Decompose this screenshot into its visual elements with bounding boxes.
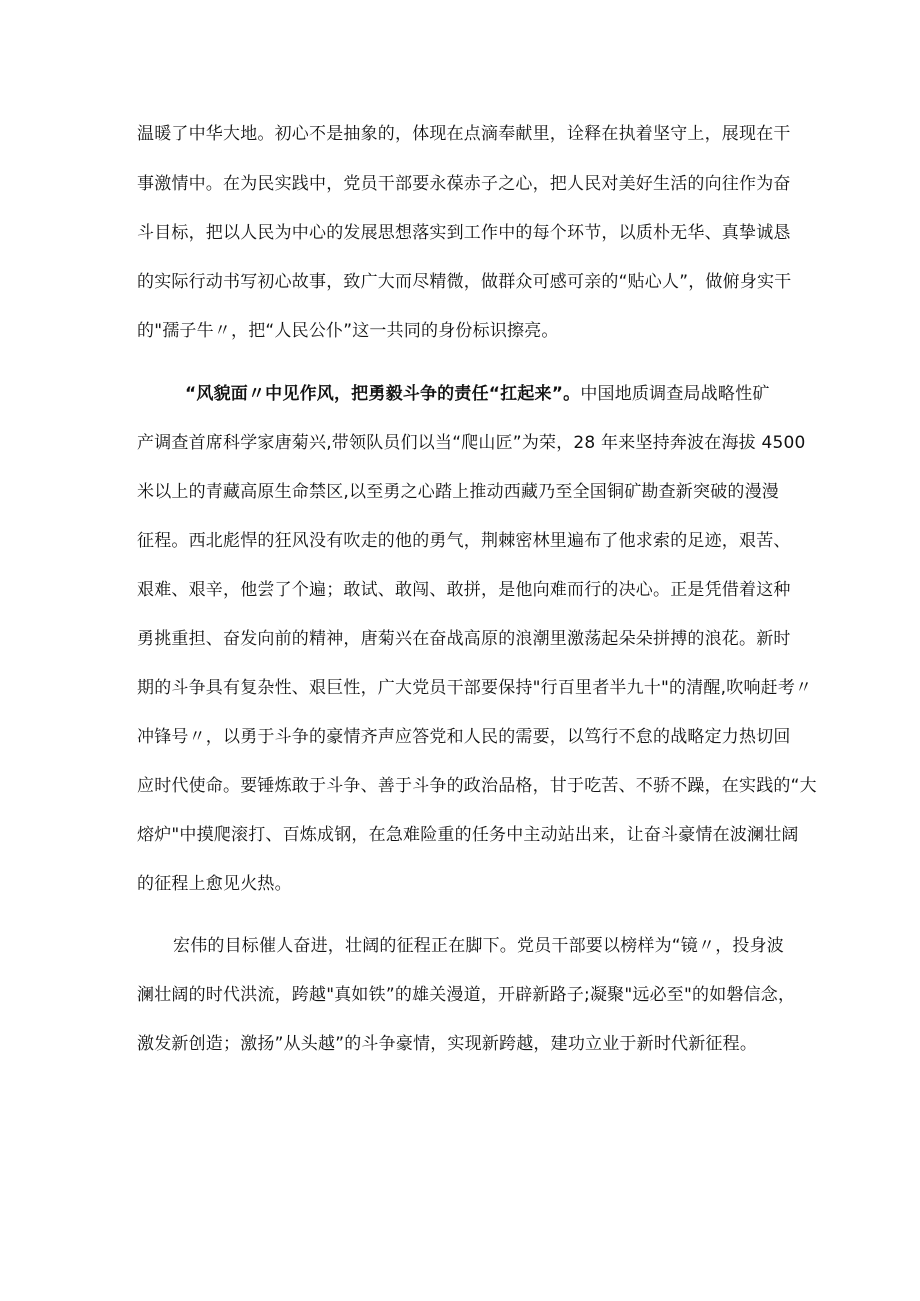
- text-line: 的征程上愈见火热。: [137, 874, 292, 894]
- text-line: 征程。西北彪悍的狂风没有吹走的他的勇气，荆棘密林里遍布了他求索的足迹，艰苦、: [137, 531, 791, 551]
- text-line: 的实际行动书写初心故事，致广大而尽精微，做群众可感可亲的“贴心人”，做俯身实干: [137, 272, 792, 292]
- text-line: 宏伟的目标催人奋进，壮阔的征程正在脚下。党员干部要以榜样为“镜〃，投身波: [173, 936, 785, 956]
- text-line: 艰难、艰辛，他尝了个遍；敢试、敢闯、敢拼，是他向难而行的决心。正是凭借着这种: [137, 580, 791, 600]
- text-line: 斗目标，把以人民为中心的发展思想落实到工作中的每个环节，以质朴无华、真挚诚恳: [137, 223, 791, 243]
- paragraph-lead-heading: “风貌面〃中见作风，把勇毅斗争的责任“扛起来”。: [185, 384, 581, 404]
- text-line: 澜壮阔的时代洪流，跨越"真如铁”的雄关漫道，开辟新路子;凝聚"远必至"的如磐信念，: [137, 985, 796, 1005]
- text-line: 勇挑重担、奋发向前的精神，唐菊兴在奋战高原的浪潮里激荡起朵朵拼搏的浪花。新时: [137, 629, 791, 649]
- text-line: 产调查首席科学家唐菊兴,带领队员们以当“爬山匠”为荣，28 年来坚持奔波在海拔 4500: [137, 433, 806, 453]
- text-run: 中国地质调查局战略性矿: [580, 384, 770, 404]
- text-line: 温暖了中华大地。初心不是抽象的，体现在点滴奉献里，诠释在执着坚守上，展现在干: [137, 124, 791, 144]
- text-line: 米以上的青藏高原生命禁区,以至勇之心踏上推动西藏乃至全国铜矿勘查新突破的漫漫: [137, 482, 780, 502]
- text-line: 事激情中。在为民实践中，党员干部要永葆赤子之心，把人民对美好生活的向往作为奋: [137, 174, 791, 194]
- text-line: 应时代使命。要锤炼敢于斗争、善于斗争的政治品格，甘于吃苦、不骄不躁，在实践的“大: [137, 776, 817, 796]
- text-line: 的"孺子牛〃，把“人民公仆”这一共同的身份标识擦亮。: [137, 321, 559, 341]
- text-line: 期的斗争具有复杂性、艰巨性，广大党员干部要保持"行百里者半九十"的清醒,吹响赶考〃: [137, 678, 813, 698]
- text-line-first: [185, 383, 770, 405]
- text-line: 激发新创造；激扬”从头越”的斗争豪情，实现新跨越，建功立业于新时代新征程。: [137, 1034, 758, 1054]
- text-line: 冲锋号〃，以勇于斗争的豪情齐声应答党和人民的需要，以笃行不怠的战略定力热切回: [137, 727, 791, 747]
- text-line: 熔炉"中摸爬滚打、百炼成钢，在急难险重的任务中主动站出来，让奋斗豪情在波澜壮阔: [137, 825, 799, 845]
